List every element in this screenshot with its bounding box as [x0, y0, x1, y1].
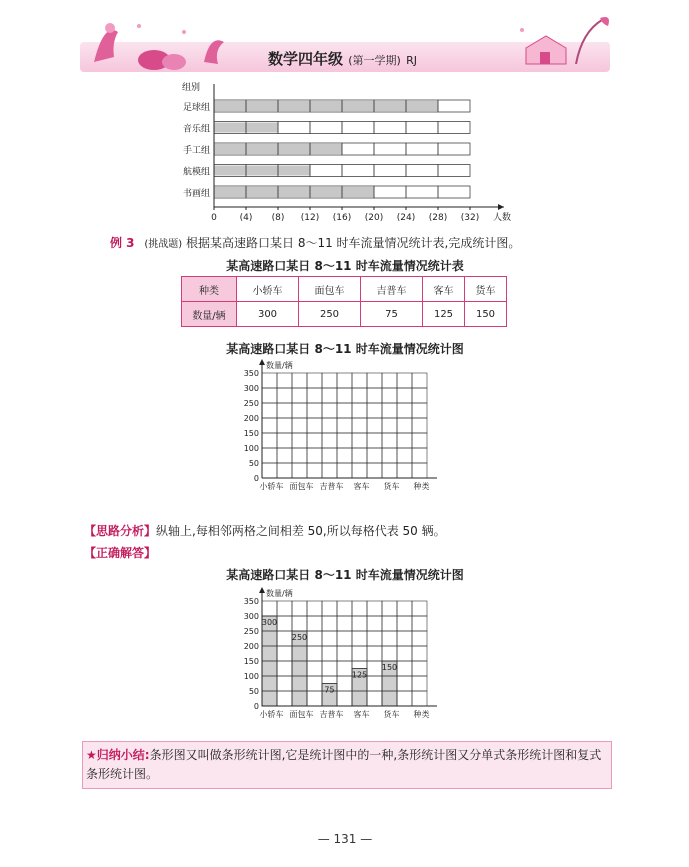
- grid-cell: [352, 433, 367, 448]
- grid-cell: [337, 403, 352, 418]
- grid-cell: [367, 418, 382, 433]
- grid-cell: [352, 373, 367, 388]
- grid-cell: [307, 418, 322, 433]
- grid-cell: [292, 463, 307, 478]
- grid-cell: [277, 616, 292, 631]
- x-axis-arrow-icon: [498, 204, 504, 210]
- grid-cell: [352, 403, 367, 418]
- grid-cell: [337, 616, 352, 631]
- x-category-label: 小轿车: [259, 710, 284, 719]
- grid-cell: [382, 418, 397, 433]
- bar-0: [214, 101, 438, 111]
- grid-cell: [412, 616, 427, 631]
- bar-4: [214, 187, 374, 197]
- book-title: 数学四年级: [268, 50, 344, 68]
- grid-cell: [337, 676, 352, 691]
- grid-cell: [262, 433, 277, 448]
- grid-cell: [277, 433, 292, 448]
- grid-cell: [262, 388, 277, 403]
- grid-cell: [322, 388, 337, 403]
- grid-cell: [307, 388, 322, 403]
- table-type-cell: 面包车: [299, 277, 361, 302]
- y-tick-label: 200: [243, 414, 259, 423]
- y-tick-label: 50: [248, 459, 259, 468]
- grid-cell: [438, 100, 470, 112]
- grid-cell: [412, 691, 427, 706]
- header-title: [268, 48, 417, 69]
- analysis-label: 【思路分析】: [84, 524, 157, 538]
- grid-cell: [262, 403, 277, 418]
- grid-cell: [382, 388, 397, 403]
- grid-cell: [337, 388, 352, 403]
- grid-cell: [262, 418, 277, 433]
- grid-cell: [397, 646, 412, 661]
- tick-label: (20): [364, 213, 384, 223]
- y-tick-label: 200: [243, 642, 259, 651]
- grid-cell: [322, 463, 337, 478]
- grid-cell: [367, 463, 382, 478]
- grid-cell: [262, 373, 277, 388]
- grid-cell: [412, 403, 427, 418]
- grid-cell: [337, 646, 352, 661]
- y-axis-arrow-icon: [259, 359, 265, 365]
- summary-text-block: [86, 746, 606, 784]
- grid-cell: [367, 373, 382, 388]
- grid-cell: [322, 601, 337, 616]
- top-bar-chart: [170, 80, 530, 230]
- grid-cell: [412, 373, 427, 388]
- grid-cell: [397, 463, 412, 478]
- bar-3: [214, 166, 310, 176]
- y-tick-label: 300: [243, 384, 259, 393]
- grid-cell: [307, 448, 322, 463]
- grid-cell: [292, 388, 307, 403]
- grid-cell: [292, 616, 307, 631]
- grid-cell: [382, 463, 397, 478]
- example-heading: [110, 234, 520, 251]
- grid-cell: [307, 661, 322, 676]
- grid-cell: [307, 601, 322, 616]
- x-category-label: 面包车: [289, 482, 314, 491]
- grid-cell: [307, 646, 322, 661]
- grid-cell: [367, 646, 382, 661]
- grid-cell: [382, 433, 397, 448]
- grid-cell: [367, 433, 382, 448]
- category-label: 航模组: [182, 167, 210, 178]
- x-category-label: 小轿车: [259, 482, 284, 491]
- grid-cell: [352, 616, 367, 631]
- grid-cell: [374, 165, 406, 177]
- value-axis-label: 人数: [492, 213, 512, 223]
- category-axis-label: 组别: [181, 83, 200, 93]
- y-tick-label: 150: [243, 429, 259, 438]
- grid-cell: [322, 631, 337, 646]
- grid-cell: [307, 373, 322, 388]
- table-type-cell: 客车: [423, 277, 465, 302]
- grid-cell: [382, 631, 397, 646]
- page-number: — 131 —: [317, 832, 373, 846]
- table-type-cell: 吉普车: [361, 277, 423, 302]
- grid-cell: [382, 373, 397, 388]
- grid-cell: [412, 646, 427, 661]
- table-count-row: [182, 302, 507, 327]
- grid-cell: [374, 186, 406, 198]
- answer-label: 【正确解答】: [84, 546, 157, 560]
- traffic-table: [181, 276, 507, 327]
- grid-cell: [406, 122, 438, 134]
- grid-cell: [277, 691, 292, 706]
- table-row-label: 数量/辆: [182, 302, 237, 327]
- grid-cell: [352, 463, 367, 478]
- summary-text: 条形图又叫做条形统计图,它是统计图中的一种,条形统计图又分单式条形统计图和复式条形统计图。: [86, 748, 602, 781]
- summary-label: ★归纳小结:: [86, 748, 150, 762]
- grid-cell: [412, 661, 427, 676]
- data-label: 125: [351, 670, 368, 680]
- tick-label: (12): [300, 213, 320, 223]
- grid-cell: [397, 373, 412, 388]
- decoration-right-icon: [512, 12, 622, 76]
- grid-cell: [322, 418, 337, 433]
- grid-cell: [412, 601, 427, 616]
- y-tick-label: 300: [243, 612, 259, 621]
- grid-cell: [367, 691, 382, 706]
- grid-cell: [412, 676, 427, 691]
- grid-cell: [397, 388, 412, 403]
- grid-cell: [342, 143, 374, 155]
- y-tick-label: 250: [243, 627, 259, 636]
- grid-cell: [337, 448, 352, 463]
- analysis-text: 纵轴上,每相邻两格之间相差 50,所以每格代表 50 辆。: [156, 524, 446, 538]
- x-category-label: 货车: [383, 710, 400, 719]
- grid-cell: [367, 676, 382, 691]
- grid-cell: [367, 403, 382, 418]
- grid-cell: [277, 646, 292, 661]
- grid-cell: [337, 418, 352, 433]
- table-count-cell: 125: [423, 302, 465, 327]
- grid-cell: [374, 143, 406, 155]
- grid-cell: [397, 661, 412, 676]
- table-title: 某高速路口某日 8～11 时车流量情况统计表: [226, 259, 464, 273]
- table-type-cell: 货车: [465, 277, 507, 302]
- table-count-cell: 75: [361, 302, 423, 327]
- grid-cell: [397, 403, 412, 418]
- table-header-label: 种类: [182, 277, 237, 302]
- grid-cell: [412, 463, 427, 478]
- grid-cell: [277, 403, 292, 418]
- y-tick-label: 100: [243, 672, 259, 681]
- grid-cell: [277, 418, 292, 433]
- grid-cell: [292, 418, 307, 433]
- grid-cell: [397, 676, 412, 691]
- grid-cell: [322, 433, 337, 448]
- answer-note: [84, 544, 156, 561]
- grid-cell: [352, 631, 367, 646]
- grid-cell: [277, 388, 292, 403]
- grid-cell: [438, 165, 470, 177]
- grid-cell: [412, 418, 427, 433]
- book-subtitle: (第一学期): [348, 54, 401, 67]
- grid-cell: [337, 463, 352, 478]
- y-tick-label: 150: [243, 657, 259, 666]
- blank-chart-title: 某高速路口某日 8～11 时车流量情况统计图: [226, 342, 464, 356]
- grid-cell: [438, 143, 470, 155]
- grid-cell: [292, 601, 307, 616]
- grid-cell: [262, 448, 277, 463]
- tick-label: (24): [396, 213, 416, 223]
- grid-cell: [412, 388, 427, 403]
- data-label: 75: [324, 685, 335, 695]
- grid-cell: [262, 601, 277, 616]
- grid-cell: [292, 373, 307, 388]
- tick-label: (32): [460, 213, 480, 223]
- grid-cell: [277, 676, 292, 691]
- category-label: 书画组: [182, 189, 210, 199]
- grid-cell: [397, 448, 412, 463]
- y-tick-label: 350: [243, 369, 259, 378]
- x-axis-label: 种类: [413, 710, 430, 719]
- grid-cell: [382, 646, 397, 661]
- grid-cell: [397, 601, 412, 616]
- grid-cell: [277, 601, 292, 616]
- grid-cell: [342, 165, 374, 177]
- grid-cell: [352, 448, 367, 463]
- grid-cell: [307, 463, 322, 478]
- y-tick-label: 250: [243, 399, 259, 408]
- grid-cell: [352, 418, 367, 433]
- grid-cell: [337, 691, 352, 706]
- answer-chart-title: 某高速路口某日 8～11 时车流量情况统计图: [226, 568, 464, 582]
- grid-cell: [397, 616, 412, 631]
- table-count-cell: 150: [465, 302, 507, 327]
- grid-cell: [397, 691, 412, 706]
- y-tick-label: 350: [243, 597, 259, 606]
- grid-cell: [277, 448, 292, 463]
- category-label: 音乐组: [182, 124, 210, 135]
- grid-cell: [352, 646, 367, 661]
- grid-cell: [337, 601, 352, 616]
- grid-cell: [322, 616, 337, 631]
- tick-label: 0: [211, 213, 217, 223]
- grid-cell: [412, 631, 427, 646]
- table-count-cell: 300: [237, 302, 299, 327]
- answer-bar-chart: [228, 586, 468, 726]
- grid-cell: [367, 601, 382, 616]
- grid-cell: [337, 373, 352, 388]
- grid-cell: [307, 691, 322, 706]
- grid-cell: [292, 433, 307, 448]
- table-type-cell: 小轿车: [237, 277, 299, 302]
- grid-cell: [406, 165, 438, 177]
- grid-cell: [397, 433, 412, 448]
- grid-cell: [382, 601, 397, 616]
- grid-cell: [382, 448, 397, 463]
- grid-cell: [292, 448, 307, 463]
- grid-cell: [307, 676, 322, 691]
- grid-cell: [277, 373, 292, 388]
- grid-cell: [438, 186, 470, 198]
- grid-cell: [367, 661, 382, 676]
- grid-cell: [367, 388, 382, 403]
- grid-cell: [412, 448, 427, 463]
- grid-cell: [322, 373, 337, 388]
- grid-cell: [397, 631, 412, 646]
- x-category-label: 货车: [383, 482, 400, 491]
- y-axis-label: 数量/辆: [266, 361, 293, 370]
- x-category-label: 吉普车: [319, 710, 344, 719]
- y-axis-label: 数量/辆: [266, 589, 293, 598]
- grid-cell: [262, 463, 277, 478]
- data-label: 150: [381, 663, 398, 672]
- grid-cell: [277, 631, 292, 646]
- grid-cell: [310, 122, 342, 134]
- grid-cell: [277, 661, 292, 676]
- grid-cell: [322, 403, 337, 418]
- grid-cell: [277, 463, 292, 478]
- grid-cell: [310, 165, 342, 177]
- grid-cell: [292, 403, 307, 418]
- grid-cell: [307, 631, 322, 646]
- grid-cell: [367, 448, 382, 463]
- y-tick-label: 0: [253, 702, 259, 711]
- grid-cell: [307, 433, 322, 448]
- grid-cell: [322, 661, 337, 676]
- table-header-row: [182, 277, 507, 302]
- grid-cell: [382, 616, 397, 631]
- y-tick-label: 0: [253, 474, 259, 483]
- grid-cell: [382, 403, 397, 418]
- y-axis-arrow-icon: [259, 587, 265, 593]
- category-label: 足球组: [182, 103, 210, 113]
- grid-cell: [342, 122, 374, 134]
- x-category-label: 面包车: [289, 710, 314, 719]
- grid-cell: [352, 601, 367, 616]
- x-axis-label: 种类: [413, 482, 430, 491]
- example-text: 根据某高速路口某日 8～11 时车流量情况统计表,完成统计图。: [186, 236, 521, 250]
- grid-cell: [322, 448, 337, 463]
- tick-label: (28): [428, 213, 448, 223]
- grid-cell: [322, 646, 337, 661]
- tick-label: (4): [239, 213, 253, 223]
- grid-cell: [367, 631, 382, 646]
- y-tick-label: 100: [243, 444, 259, 453]
- example-tag: (挑战题): [144, 239, 183, 250]
- analysis-note: [84, 522, 446, 539]
- grid-cell: [406, 186, 438, 198]
- data-label: 300: [261, 618, 278, 627]
- grid-cell: [438, 122, 470, 134]
- tick-label: (16): [332, 213, 352, 223]
- grid-cell: [337, 631, 352, 646]
- data-label: 250: [291, 633, 308, 642]
- category-label: 手工组: [182, 146, 210, 156]
- grid-cell: [337, 661, 352, 676]
- blank-bar-chart: [228, 358, 468, 498]
- grid-cell: [278, 122, 310, 134]
- grid-cell: [406, 143, 438, 155]
- grid-cell: [397, 418, 412, 433]
- grid-cell: [367, 616, 382, 631]
- x-category-label: 客车: [353, 482, 370, 491]
- decoration-left-icon: [84, 12, 234, 76]
- grid-cell: [307, 403, 322, 418]
- bar-1: [292, 631, 307, 706]
- grid-cell: [374, 122, 406, 134]
- y-tick-label: 50: [248, 687, 259, 696]
- grid-cell: [412, 433, 427, 448]
- grid-cell: [307, 616, 322, 631]
- grid-cell: [337, 433, 352, 448]
- book-edition: RJ: [406, 54, 417, 67]
- x-category-label: 吉普车: [319, 482, 344, 491]
- table-count-cell: 250: [299, 302, 361, 327]
- x-category-label: 客车: [353, 710, 370, 719]
- example-label: 例 3: [110, 236, 135, 250]
- grid-cell: [352, 388, 367, 403]
- tick-label: (8): [271, 213, 285, 223]
